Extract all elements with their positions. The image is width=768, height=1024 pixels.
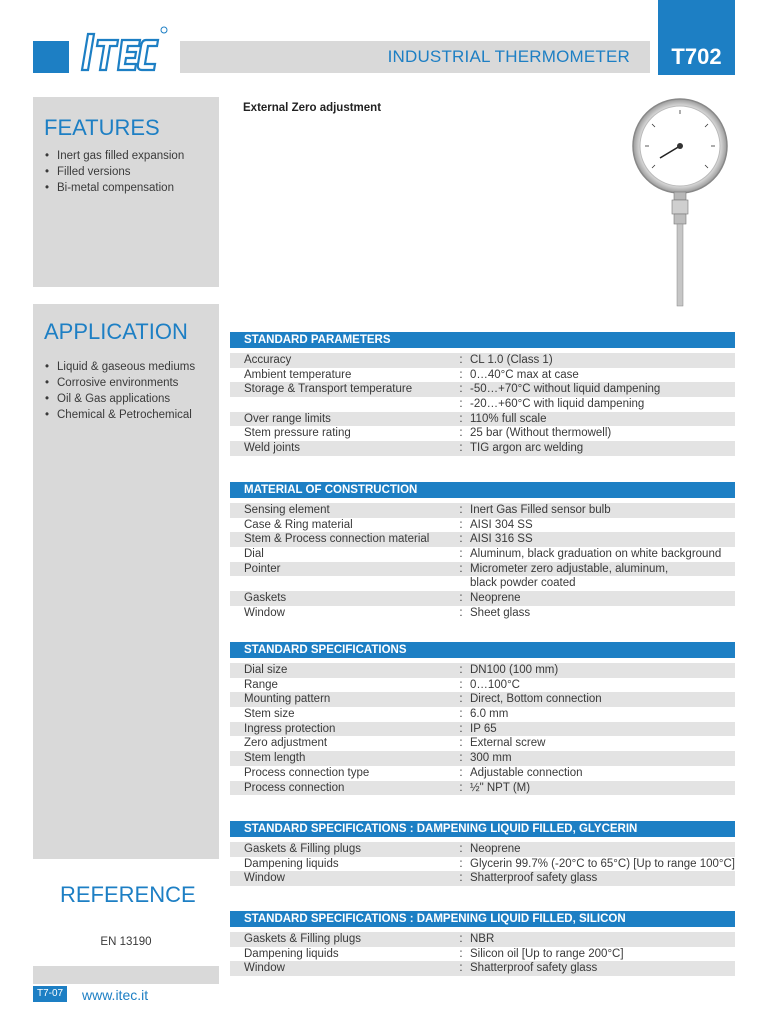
table-row	[230, 947, 735, 962]
application-item: • Oil & Gas applications	[42, 391, 195, 407]
spec-label: Stem & Process connection material	[244, 533, 430, 546]
product-subheading: External Zero adjustment	[243, 102, 382, 114]
separator: :	[459, 383, 463, 396]
separator: :	[459, 664, 463, 676]
table-row	[230, 842, 735, 857]
spec-value: 300 mm	[470, 752, 512, 765]
spec-label: Dampening liquids	[244, 947, 339, 960]
separator: :	[459, 442, 463, 455]
spec-value: Silicon oil [Up to range 200°C]	[470, 947, 624, 960]
spec-label: Pointer	[244, 562, 281, 575]
product-code-badge	[658, 0, 735, 75]
itec-logo	[78, 20, 170, 74]
application-list	[42, 359, 195, 423]
spec-value: CL 1.0 (Class 1)	[470, 354, 553, 366]
table-row	[230, 692, 735, 707]
section-header: STANDARD SPECIFICATIONS : DAMPENING LIQUID FILLED, SILICON	[230, 911, 735, 927]
spec-value: Inert Gas Filled sensor bulb	[470, 504, 611, 516]
separator: :	[459, 843, 463, 855]
table-row	[230, 871, 735, 886]
spec-label: Stem pressure rating	[244, 427, 351, 440]
table-row	[230, 736, 735, 751]
spec-label: Storage & Transport temperature	[244, 383, 413, 396]
spec-value: Micrometer zero adjustable, aluminum,	[470, 562, 669, 575]
table-row	[230, 766, 735, 781]
spec-label: Dampening liquids	[244, 857, 339, 870]
table-row	[230, 591, 735, 606]
spec-value: Shatterproof safety glass	[470, 962, 598, 975]
spec-value: NBR	[470, 933, 495, 945]
bimetal-thermometer-icon	[630, 96, 730, 312]
separator: :	[459, 766, 463, 779]
product-code: T702	[671, 44, 722, 69]
table-row	[230, 663, 735, 678]
table-row	[230, 518, 735, 533]
reference-title: REFERENCE	[60, 882, 196, 907]
table-row	[230, 547, 735, 562]
spec-value: AISI 316 SS	[470, 533, 533, 546]
spec-label: Range	[244, 678, 278, 691]
features-list	[42, 148, 184, 196]
table-row	[230, 751, 735, 766]
application-item: • Chemical & Petrochemical	[42, 407, 195, 423]
spec-value: ½" NPT (M)	[470, 781, 531, 794]
spec-table	[230, 932, 735, 976]
features-item: • Bi-metal compensation	[42, 180, 184, 196]
spec-label: Gaskets & Filling plugs	[244, 933, 361, 945]
separator: :	[459, 533, 463, 546]
separator: :	[459, 781, 463, 794]
spec-label: Process connection	[244, 781, 345, 794]
spec-value: Shatterproof safety glass	[470, 872, 598, 885]
table-row	[230, 382, 735, 397]
spec-label: Ingress protection	[244, 722, 336, 735]
spec-value: DN100 (100 mm)	[470, 664, 559, 676]
separator: :	[459, 398, 463, 411]
spec-label: Window	[244, 606, 285, 619]
separator: :	[459, 562, 463, 575]
spec-label: Gaskets	[244, 592, 287, 605]
logo-block	[33, 41, 69, 73]
separator: :	[459, 368, 463, 381]
spec-value: 0…100°C	[470, 678, 520, 691]
separator: :	[459, 678, 463, 691]
separator: :	[459, 354, 463, 366]
separator: :	[459, 606, 463, 619]
separator: :	[459, 504, 463, 516]
spec-label: Case & Ring material	[244, 518, 353, 531]
table-row	[230, 353, 735, 368]
application-item: • Corrosive environments	[42, 375, 195, 391]
spec-label: Ambient temperature	[244, 368, 352, 381]
features-item: • Inert gas filled expansion	[42, 148, 184, 164]
spec-label: Sensing element	[244, 504, 330, 516]
table-row	[230, 562, 735, 577]
separator: :	[459, 857, 463, 870]
separator: :	[459, 592, 463, 605]
website-link[interactable]: www.itec.it	[82, 987, 149, 1003]
footer-bar	[33, 966, 219, 984]
table-row	[230, 707, 735, 722]
section-header: MATERIAL OF CONSTRUCTION	[230, 482, 735, 498]
spec-label: Gaskets & Filling plugs	[244, 843, 361, 855]
separator: :	[459, 722, 463, 735]
spec-value: 25 bar (Without thermowell)	[470, 427, 612, 440]
separator	[452, 576, 470, 591]
table-row	[230, 426, 735, 441]
table-row	[230, 606, 735, 621]
features-panel	[33, 97, 219, 287]
spec-label: Dial size	[244, 664, 288, 676]
separator: :	[459, 427, 463, 440]
table-row	[230, 503, 735, 518]
spec-table	[230, 353, 735, 456]
spec-table	[230, 503, 735, 621]
table-row	[230, 576, 735, 591]
section-header: STANDARD PARAMETERS	[230, 332, 735, 348]
table-row	[230, 412, 735, 427]
application-panel	[33, 304, 219, 907]
spec-value: -50…+70°C without liquid dampening	[470, 383, 661, 396]
application-item: • Liquid & gaseous mediums	[42, 359, 195, 375]
document-title: INDUSTRIAL THERMOMETER	[387, 47, 630, 66]
spec-value: External screw	[470, 737, 546, 750]
table-row	[230, 532, 735, 547]
table-row	[230, 397, 735, 412]
spec-label: Stem length	[244, 752, 306, 765]
separator: :	[459, 752, 463, 765]
spec-label: Dial	[244, 548, 264, 561]
spec-value: Adjustable connection	[470, 766, 583, 779]
spec-value: Neoprene	[470, 592, 521, 605]
reference-standard: EN 13190	[100, 936, 152, 948]
application-title: APPLICATION	[44, 319, 188, 344]
separator: :	[459, 518, 463, 531]
spec-label: Over range limits	[244, 412, 331, 425]
spec-value: 110% full scale	[470, 412, 547, 425]
spec-label	[230, 576, 452, 591]
spec-value: -20…+60°C with liquid dampening	[470, 398, 645, 411]
features-item: • Filled versions	[42, 164, 184, 180]
spec-table	[230, 663, 735, 795]
table-row	[230, 678, 735, 693]
spec-value: Direct, Bottom connection	[470, 693, 602, 706]
spec-label: Mounting pattern	[244, 693, 331, 706]
separator: :	[459, 872, 463, 885]
separator: :	[459, 933, 463, 945]
spec-value: Neoprene	[470, 843, 521, 855]
separator: :	[459, 708, 463, 721]
separator: :	[459, 548, 463, 561]
table-row	[230, 722, 735, 737]
table-row	[230, 857, 735, 872]
spec-value: TIG argon arc welding	[470, 442, 584, 455]
features-title: FEATURES	[44, 115, 160, 140]
spec-value: 0…40°C max at case	[470, 368, 579, 381]
spec-label: Process connection type	[244, 766, 370, 779]
spec-label: Accuracy	[244, 354, 292, 366]
table-row	[230, 932, 735, 947]
section-header: STANDARD SPECIFICATIONS : DAMPENING LIQUID FILLED, GLYCERIN	[230, 821, 735, 837]
table-row	[230, 441, 735, 456]
page-code: T7-07	[33, 986, 67, 1002]
spec-table	[230, 842, 735, 886]
spec-label: Zero adjustment	[244, 737, 328, 750]
table-row	[230, 368, 735, 383]
separator: :	[459, 737, 463, 750]
section-header: STANDARD SPECIFICATIONS	[230, 642, 735, 658]
separator: :	[459, 412, 463, 425]
separator: :	[459, 947, 463, 960]
spec-label: Stem size	[244, 708, 295, 721]
spec-value: Glycerin 99.7% (-20°C to 65°C) [Up to range 100°C]	[470, 857, 735, 870]
separator: :	[459, 962, 463, 975]
spec-value: AISI 304 SS	[470, 518, 533, 531]
spec-label: Window	[244, 962, 285, 975]
spec-label: Weld joints	[244, 442, 301, 455]
table-row	[230, 781, 735, 796]
spec-value: Aluminum, black graduation on white background	[470, 548, 722, 561]
spec-value: IP 65	[470, 722, 497, 735]
separator: :	[459, 693, 463, 706]
spec-value: black powder coated	[470, 577, 576, 590]
spec-value: Sheet glass	[470, 606, 531, 619]
table-row	[230, 961, 735, 976]
spec-value: 6.0 mm	[470, 708, 509, 721]
spec-label	[230, 397, 452, 412]
spec-label: Window	[244, 872, 285, 885]
